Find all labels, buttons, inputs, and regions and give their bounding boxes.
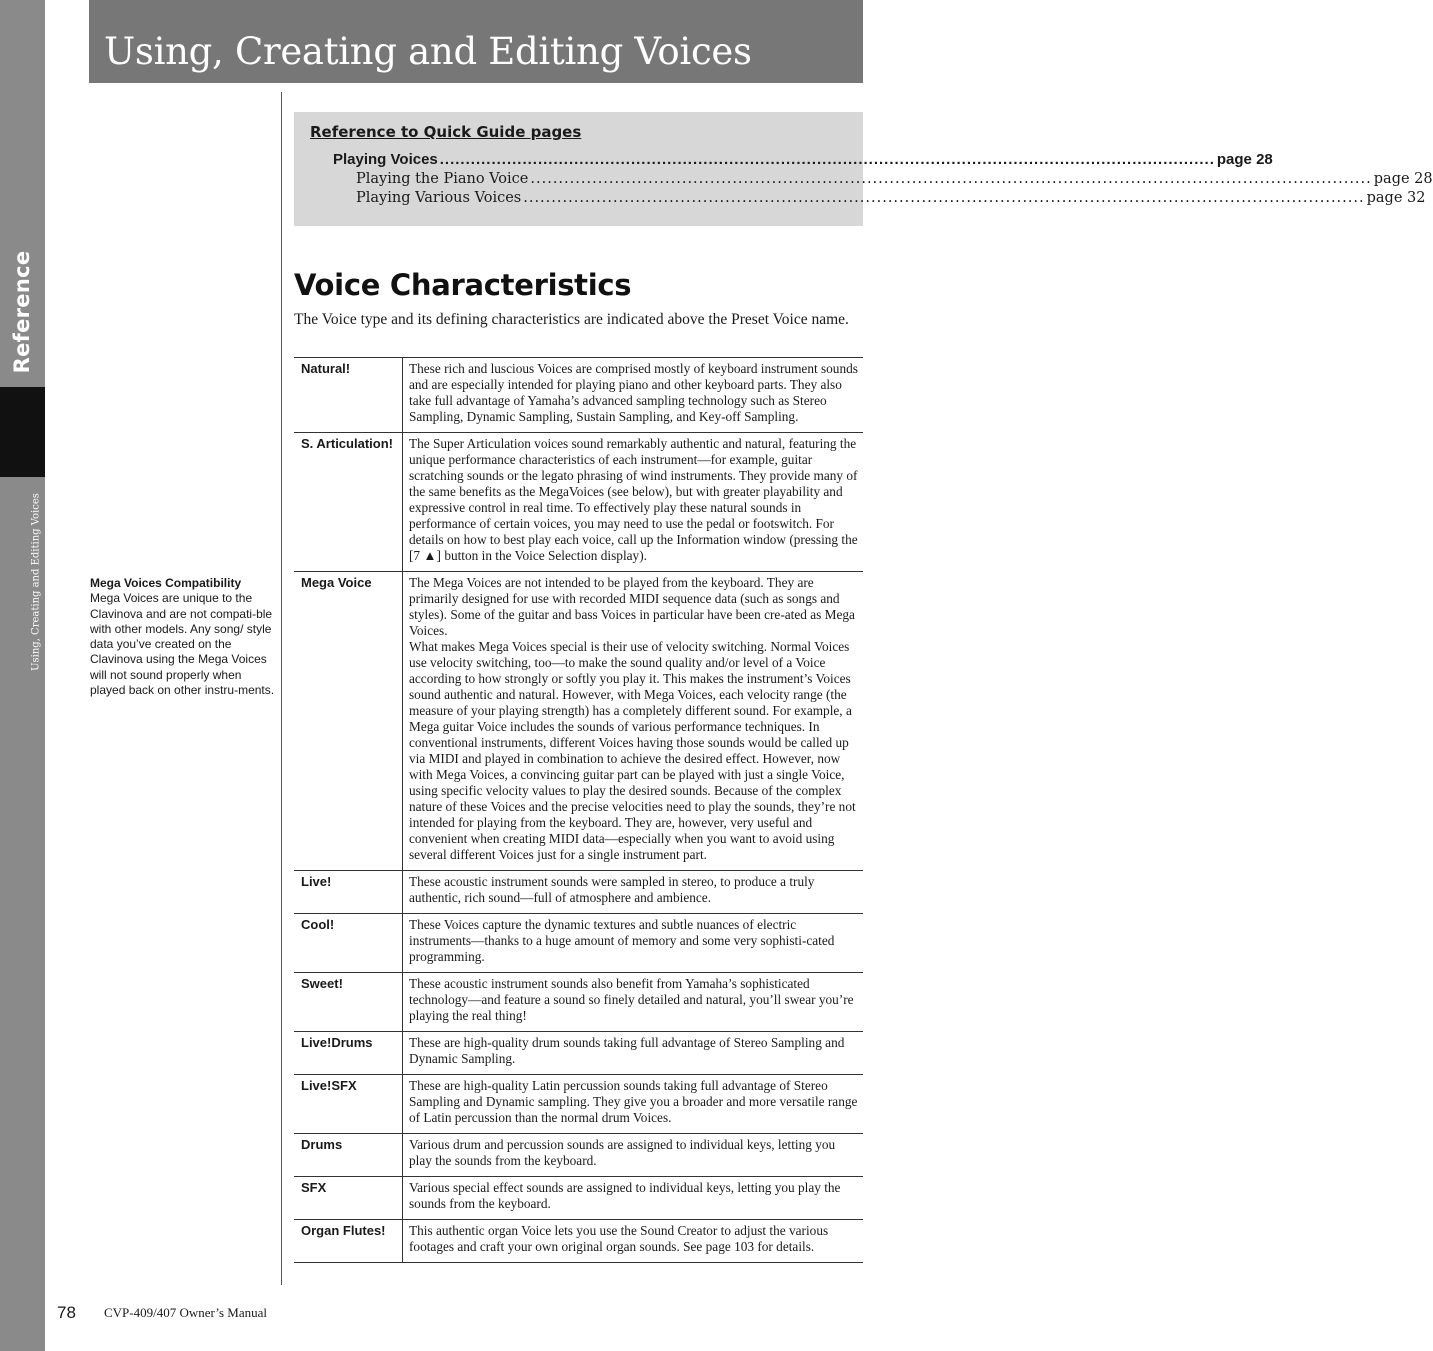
- quick-guide-entry-label: Playing Voices: [333, 151, 438, 168]
- quick-guide-entry-page: page 32: [1366, 190, 1426, 206]
- voice-type-name: Sweet!: [294, 973, 403, 1031]
- quick-guide-entry-page: page 28: [1373, 171, 1433, 187]
- table-row: [294, 1032, 863, 1075]
- leader-dots: ......................................................................................................................................................: [523, 190, 1365, 206]
- table-row: [294, 973, 863, 1032]
- voice-type-description: These are high-quality drum sounds taking full advantage of Stereo Sampling and Dynamic Sampling.: [409, 1035, 845, 1066]
- section-tab-label: Reference: [10, 250, 34, 374]
- voice-type-name: Live!SFX: [294, 1075, 403, 1133]
- quick-guide-entry: [333, 151, 1273, 168]
- column-divider: [281, 92, 282, 1285]
- voice-type-description: Various special effect sounds are assigned to individual keys, letting you play the sounds from the keyboard.: [409, 1180, 841, 1211]
- side-tab-marker: [0, 387, 45, 477]
- section-title: Voice Characteristics: [294, 268, 632, 302]
- voice-type-description: Various drum and percussion sounds are assigned to individual keys, letting you play the sounds from the keyboard.: [409, 1137, 836, 1168]
- table-row: [294, 871, 863, 914]
- quick-guide-entry: [356, 190, 1426, 206]
- voice-type-name: S. Articulation!: [294, 433, 403, 571]
- sidenote: [90, 576, 278, 698]
- voice-type-name: Live!: [294, 871, 403, 913]
- leader-dots: ......................................................................................................................................................: [530, 171, 1372, 187]
- voice-type-name: Natural!: [294, 358, 403, 432]
- manual-name: CVP-409/407 Owner’s Manual: [104, 1305, 267, 1320]
- page-number: 78: [57, 1303, 76, 1322]
- voice-type-description: The Super Articulation voices sound remarkably authentic and natural, featuring the unique performance characteristics of each instrument—for example, guitar scratching sounds or the legato phrasing of wind instruments. They provide many of the same benefits as the MegaVoices (see below), but with greater playability and expressive control in real time. To effectively play these natural sounds in performance of certain voices, you may need to use the pedal or footswitch. For details on how to best play each voice, call up the Information window (pressing the [7 ▲] button in the Voice Selection display).: [409, 436, 858, 563]
- quick-guide-entry-page: page 28: [1216, 151, 1273, 168]
- table-row: [294, 433, 863, 572]
- voice-type-description: These acoustic instrument sounds were sampled in stereo, to produce a truly authentic, rich sound—full of atmosphere and ambience.: [409, 874, 815, 905]
- table-row: [294, 914, 863, 973]
- table-row: [294, 1134, 863, 1177]
- voice-type-description: These are high-quality Latin percussion sounds taking full advantage of Stereo Sampling and Dynamic sampling. They give you a broader and more versatile range of Latin percussion than the normal drum Voices.: [409, 1078, 858, 1125]
- sidenote-title: Mega Voices Compatibility: [90, 576, 242, 590]
- table-row: [294, 1177, 863, 1220]
- voice-type-name: Organ Flutes!: [294, 1220, 403, 1262]
- leader-dots: ......................................................................................................................................................: [439, 151, 1215, 168]
- table-row: [294, 572, 863, 871]
- table-row: [294, 358, 863, 433]
- voice-type-name: SFX: [294, 1177, 403, 1219]
- voice-type-name: Mega Voice: [294, 572, 403, 870]
- chapter-tab-label: Using, Creating and Editing Voices: [30, 493, 42, 671]
- voice-characteristics-table: [294, 357, 863, 1263]
- voice-type-name: Drums: [294, 1134, 403, 1176]
- table-row: [294, 1075, 863, 1134]
- sidenote-body: Mega Voices are unique to the Clavinova and are not compati-ble with other models. Any song/ style data you’ve created on the Clavinova using the Mega Voices will not sound properly when played back on other instru-ments.: [90, 591, 275, 698]
- voice-type-description: This authentic organ Voice lets you use the Sound Creator to adjust the various footages and craft your own original organ sounds. See page 103 for details.: [409, 1223, 829, 1254]
- quick-guide-entry-label: Playing Various Voices: [356, 190, 522, 206]
- quick-guide-entry: [356, 171, 1433, 187]
- voice-type-name: Live!Drums: [294, 1032, 403, 1074]
- quick-guide-entry-label: Playing the Piano Voice: [356, 171, 529, 187]
- voice-type-name: Cool!: [294, 914, 403, 972]
- chapter-title: Using, Creating and Editing Voices: [104, 30, 752, 73]
- voice-type-description: The Mega Voices are not intended to be played from the keyboard. They are primarily designed for use with recorded MIDI sequence data (such as songs and styles). Some of the guitar and bass Voices in particular have been cre-ated as Mega Voices. What makes Mega Voices special is their use of velocity switching. Normal Voices use velocity switching, too—to make the sound quality and/or level of a Voice according to how strongly or softly you play it. This makes the instrument’s Voices sound authentic and natural. However, with Mega Voices, each velocity range (the measure of your playing strength) has a completely different sound. For example, a Mega guitar Voice includes the sounds of various performance techniques. In conventional instruments, different Voices having those sounds would be called up via MIDI and played in combination to achieve the desired effect. However, now with Mega Voices, a convincing guitar part can be played with just a single Voice, using specific velocity values to play the desired sounds. Because of the complex nature of these Voices and the precise velocities need to play the sounds, they’re not intended for playing from the keyboard. They are, however, very useful and convenient when creating MIDI data—especially when you want to avoid using several different Voices just for a single instrument part.: [409, 575, 856, 862]
- table-row: [294, 1220, 863, 1263]
- side-strip: [0, 0, 45, 1351]
- section-intro: The Voice type and its defining characteristics are indicated above the Preset Voice name.: [294, 311, 849, 328]
- voice-type-description: These Voices capture the dynamic textures and subtle nuances of electric instruments—thanks to a huge amount of memory and some very sophisti-cated programming.: [409, 917, 835, 964]
- quick-guide-heading: Reference to Quick Guide pages: [310, 123, 582, 141]
- voice-type-description: These rich and luscious Voices are comprised mostly of keyboard instrument sounds and are especially intended for playing piano and other keyboard parts. They also take full advantage of Yamaha’s advanced sampling technology such as Stereo Sampling, Dynamic Sampling, Sustain Sampling, and Key-off Sampling.: [409, 361, 858, 424]
- voice-type-description: These acoustic instrument sounds also benefit from Yamaha’s sophisticated technology—and feature a sound so finely detailed and natural, you’ll swear you’re playing the real thing!: [409, 976, 854, 1023]
